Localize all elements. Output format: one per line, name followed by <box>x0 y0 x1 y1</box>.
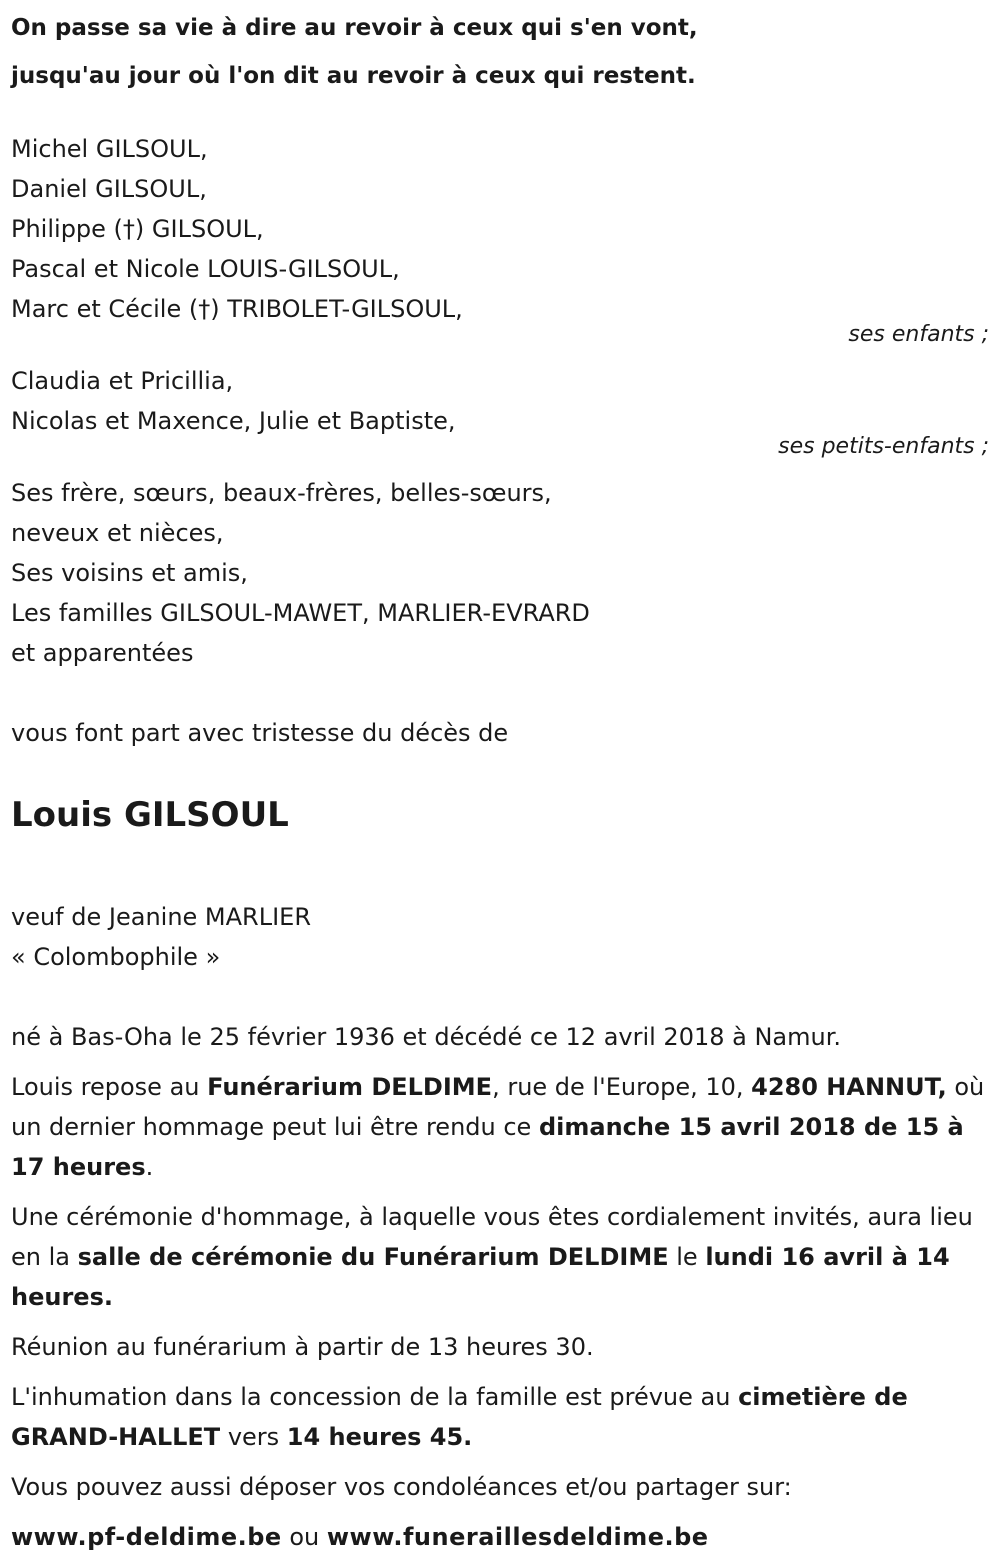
burial-time: 14 heures 45. <box>286 1423 473 1451</box>
child-name: Philippe (†) GILSOUL, <box>11 215 264 243</box>
birth-death-line: né à Bas-Oha le 25 février 1936 et décédé ce 12 avril 2018 à Namur. <box>11 1023 842 1051</box>
quote-line-1: On passe sa vie à dire au revoir à ceux qui s'en vont, <box>11 15 698 41</box>
website-link-funeraillesdeldime[interactable]: www.funeraillesdeldime.be <box>326 1523 709 1551</box>
grandchildren-role: ses petits-enfants ; <box>778 434 989 459</box>
meeting-line: Réunion au funérarium à partir de 13 heures 30. <box>11 1333 594 1361</box>
relative-line: Ses voisins et amis, <box>11 559 248 587</box>
website-link-pf-deldime[interactable]: www.pf-deldime.be <box>11 1523 282 1551</box>
relative-line: Les familles GILSOUL-MAWET, MARLIER-EVRARD <box>11 599 590 627</box>
deceased-details <box>11 897 991 977</box>
visitation-paragraph <box>11 1067 991 1187</box>
ceremony-text: le <box>668 1243 706 1271</box>
children-block <box>11 129 991 347</box>
grandchild-name: Nicolas et Maxence, Julie et Baptiste, <box>11 407 456 435</box>
funeral-home-city: 4280 HANNUT, <box>751 1073 947 1101</box>
deceased-name: Louis GILSOUL <box>11 795 289 835</box>
quote-line-2: jusqu'au jour où l'on dit au revoir à ceux qui restent. <box>11 63 696 89</box>
funeral-home-name: Funérarium DELDIME <box>207 1073 493 1101</box>
visitation-text: où un dernier hommage peut lui être rendu ce <box>11 1073 985 1141</box>
burial-paragraph <box>11 1377 991 1457</box>
announcement: vous font part avec tristesse du décès de <box>11 719 509 747</box>
relative-line: Ses frère, sœurs, beaux-frères, belles-sœurs, <box>11 479 552 507</box>
grandchildren-block <box>11 361 991 459</box>
ceremony-location: salle de cérémonie du Funérarium DELDIME <box>77 1243 669 1271</box>
visitation-text: Louis repose au <box>11 1073 208 1101</box>
visitation-text: . <box>145 1153 154 1181</box>
condolences-text: Vous pouvez aussi déposer vos condoléances et/ou partager sur: <box>11 1473 792 1501</box>
obituary-page <box>11 0 991 1557</box>
ceremony-paragraph <box>11 1197 991 1317</box>
child-name: Marc et Cécile (†) TRIBOLET-GILSOUL, <box>11 295 463 323</box>
visitation-date: dimanche 15 avril 2018 de 15 à 17 heures <box>11 1113 964 1181</box>
ceremony-text: Une cérémonie d'hommage, à laquelle vous êtes cordialement invités, aura lieu en la <box>11 1203 973 1271</box>
opening-quote <box>11 4 991 100</box>
children-role: ses enfants ; <box>848 322 989 347</box>
nickname-line: « Colombophile » <box>11 943 221 971</box>
burial-location: cimetière de GRAND-HALLET <box>11 1383 908 1451</box>
child-name: Daniel GILSOUL, <box>11 175 207 203</box>
visitation-text: , rue de l'Europe, 10, <box>492 1073 752 1101</box>
burial-text: vers <box>220 1423 287 1451</box>
condolences-links <box>11 1517 991 1557</box>
relative-line: et apparentées <box>11 639 194 667</box>
relative-line: neveux et nièces, <box>11 519 224 547</box>
burial-text: L'inhumation dans la concession de la famille est prévue au <box>11 1383 739 1411</box>
child-name: Michel GILSOUL, <box>11 135 208 163</box>
child-name: Pascal et Nicole LOUIS-GILSOUL, <box>11 255 400 283</box>
grandchild-name: Claudia et Pricillia, <box>11 367 234 395</box>
condolences-or: ou <box>281 1523 327 1551</box>
others-block <box>11 473 991 673</box>
ceremony-date: lundi 16 avril à 14 heures. <box>11 1243 950 1311</box>
widower-line: veuf de Jeanine MARLIER <box>11 903 312 931</box>
